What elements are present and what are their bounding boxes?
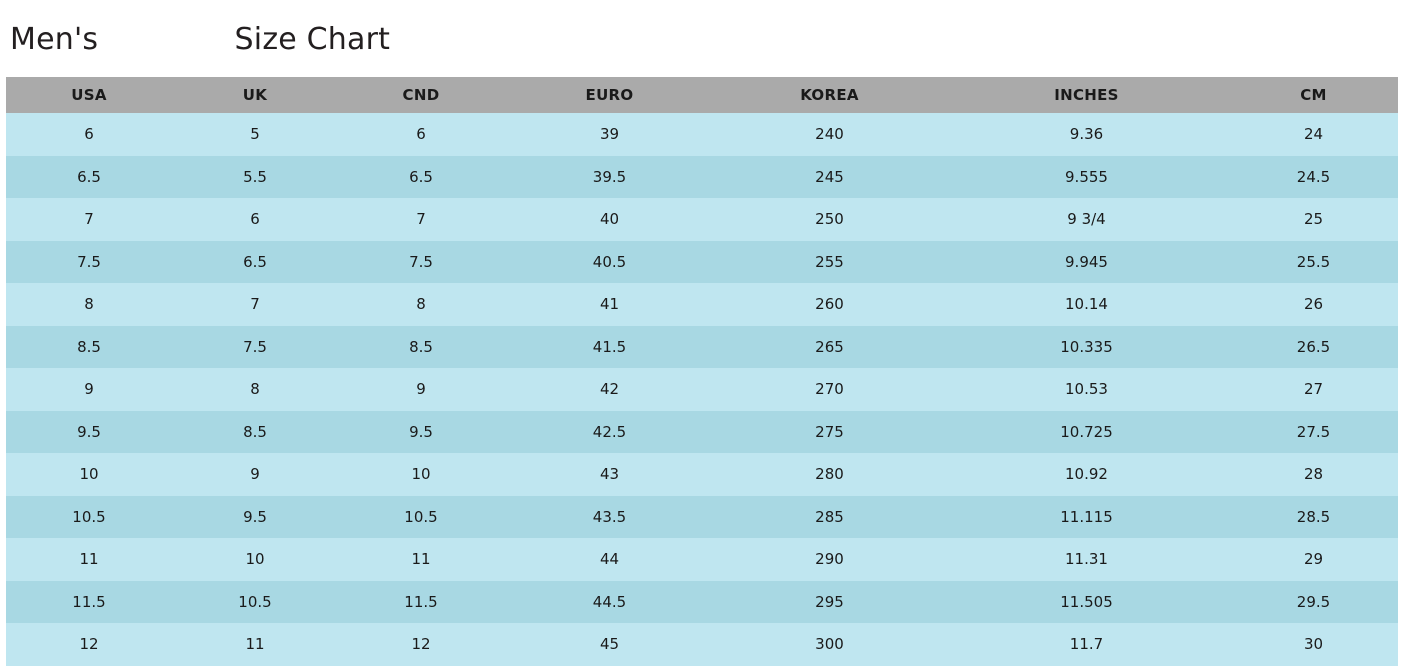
cell-cnd: 8 — [338, 283, 504, 326]
cell-uk: 11 — [172, 623, 338, 666]
cell-inches: 9.36 — [944, 113, 1229, 156]
table-row — [6, 326, 1398, 369]
cell-euro: 44.5 — [504, 581, 715, 624]
cell-cm: 29 — [1229, 538, 1398, 581]
cell-cm: 28.5 — [1229, 496, 1398, 539]
cell-korea: 300 — [715, 623, 944, 666]
column-header-usa: USA — [6, 77, 172, 113]
cell-usa: 6.5 — [6, 156, 172, 199]
cell-usa: 9 — [6, 368, 172, 411]
cell-euro: 39 — [504, 113, 715, 156]
cell-usa: 6 — [6, 113, 172, 156]
size-chart-table — [6, 77, 1398, 666]
cell-uk: 5.5 — [172, 156, 338, 199]
cell-euro: 39.5 — [504, 156, 715, 199]
cell-korea: 260 — [715, 283, 944, 326]
cell-euro: 45 — [504, 623, 715, 666]
cell-korea: 285 — [715, 496, 944, 539]
cell-cnd: 9.5 — [338, 411, 504, 454]
cell-usa: 10 — [6, 453, 172, 496]
cell-euro: 43.5 — [504, 496, 715, 539]
cell-cm: 24.5 — [1229, 156, 1398, 199]
cell-cnd: 7 — [338, 198, 504, 241]
cell-inches: 11.505 — [944, 581, 1229, 624]
cell-uk: 9 — [172, 453, 338, 496]
cell-inches: 9 3/4 — [944, 198, 1229, 241]
cell-uk: 8.5 — [172, 411, 338, 454]
cell-usa: 9.5 — [6, 411, 172, 454]
cell-cm: 28 — [1229, 453, 1398, 496]
cell-usa: 7 — [6, 198, 172, 241]
cell-cnd: 12 — [338, 623, 504, 666]
table-row — [6, 198, 1398, 241]
cell-cm: 26.5 — [1229, 326, 1398, 369]
cell-korea: 265 — [715, 326, 944, 369]
column-header-euro: EURO — [504, 77, 715, 113]
cell-cnd: 10.5 — [338, 496, 504, 539]
cell-cm: 27 — [1229, 368, 1398, 411]
table-row — [6, 581, 1398, 624]
cell-usa: 8.5 — [6, 326, 172, 369]
cell-inches: 10.335 — [944, 326, 1229, 369]
table-row — [6, 496, 1398, 539]
table-row — [6, 623, 1398, 666]
cell-inches: 10.53 — [944, 368, 1229, 411]
cell-korea: 245 — [715, 156, 944, 199]
cell-uk: 7 — [172, 283, 338, 326]
cell-inches: 9.555 — [944, 156, 1229, 199]
cell-cnd: 10 — [338, 453, 504, 496]
cell-usa: 12 — [6, 623, 172, 666]
cell-korea: 255 — [715, 241, 944, 284]
cell-cnd: 11 — [338, 538, 504, 581]
table-row — [6, 368, 1398, 411]
cell-euro: 44 — [504, 538, 715, 581]
cell-usa: 11.5 — [6, 581, 172, 624]
cell-euro: 42.5 — [504, 411, 715, 454]
table-row — [6, 538, 1398, 581]
table-body — [6, 113, 1398, 666]
column-header-korea: KOREA — [715, 77, 944, 113]
cell-korea: 280 — [715, 453, 944, 496]
cell-korea: 290 — [715, 538, 944, 581]
table-row — [6, 283, 1398, 326]
cell-korea: 275 — [715, 411, 944, 454]
cell-uk: 10.5 — [172, 581, 338, 624]
column-header-inches: INCHES — [944, 77, 1229, 113]
table-row — [6, 156, 1398, 199]
cell-inches: 11.115 — [944, 496, 1229, 539]
cell-euro: 41.5 — [504, 326, 715, 369]
cell-inches: 10.725 — [944, 411, 1229, 454]
table-row — [6, 113, 1398, 156]
cell-cnd: 6 — [338, 113, 504, 156]
cell-uk: 8 — [172, 368, 338, 411]
table-row — [6, 453, 1398, 496]
cell-usa: 8 — [6, 283, 172, 326]
cell-cnd: 8.5 — [338, 326, 504, 369]
cell-uk: 6.5 — [172, 241, 338, 284]
table-header-row — [6, 77, 1398, 113]
size-chart-table-container — [6, 77, 1398, 666]
cell-usa: 7.5 — [6, 241, 172, 284]
cell-euro: 40.5 — [504, 241, 715, 284]
cell-uk: 6 — [172, 198, 338, 241]
page-title: Men's Size Chart — [10, 22, 391, 57]
cell-korea: 250 — [715, 198, 944, 241]
cell-inches: 9.945 — [944, 241, 1229, 284]
cell-uk: 5 — [172, 113, 338, 156]
cell-cm: 25 — [1229, 198, 1398, 241]
cell-usa: 11 — [6, 538, 172, 581]
column-header-uk: UK — [172, 77, 338, 113]
cell-cnd: 9 — [338, 368, 504, 411]
table-row — [6, 241, 1398, 284]
cell-cm: 26 — [1229, 283, 1398, 326]
cell-korea: 240 — [715, 113, 944, 156]
cell-cnd: 6.5 — [338, 156, 504, 199]
cell-cnd: 11.5 — [338, 581, 504, 624]
cell-inches: 10.14 — [944, 283, 1229, 326]
cell-euro: 42 — [504, 368, 715, 411]
cell-euro: 41 — [504, 283, 715, 326]
cell-euro: 40 — [504, 198, 715, 241]
cell-cm: 25.5 — [1229, 241, 1398, 284]
cell-cm: 29.5 — [1229, 581, 1398, 624]
cell-cnd: 7.5 — [338, 241, 504, 284]
cell-uk: 10 — [172, 538, 338, 581]
cell-korea: 295 — [715, 581, 944, 624]
table-header — [6, 77, 1398, 113]
cell-usa: 10.5 — [6, 496, 172, 539]
cell-cm: 24 — [1229, 113, 1398, 156]
cell-inches: 11.7 — [944, 623, 1229, 666]
cell-euro: 43 — [504, 453, 715, 496]
table-row — [6, 411, 1398, 454]
cell-uk: 7.5 — [172, 326, 338, 369]
cell-inches: 11.31 — [944, 538, 1229, 581]
cell-korea: 270 — [715, 368, 944, 411]
cell-inches: 10.92 — [944, 453, 1229, 496]
column-header-cm: CM — [1229, 77, 1398, 113]
cell-cm: 30 — [1229, 623, 1398, 666]
cell-cm: 27.5 — [1229, 411, 1398, 454]
column-header-cnd: CND — [338, 77, 504, 113]
cell-uk: 9.5 — [172, 496, 338, 539]
